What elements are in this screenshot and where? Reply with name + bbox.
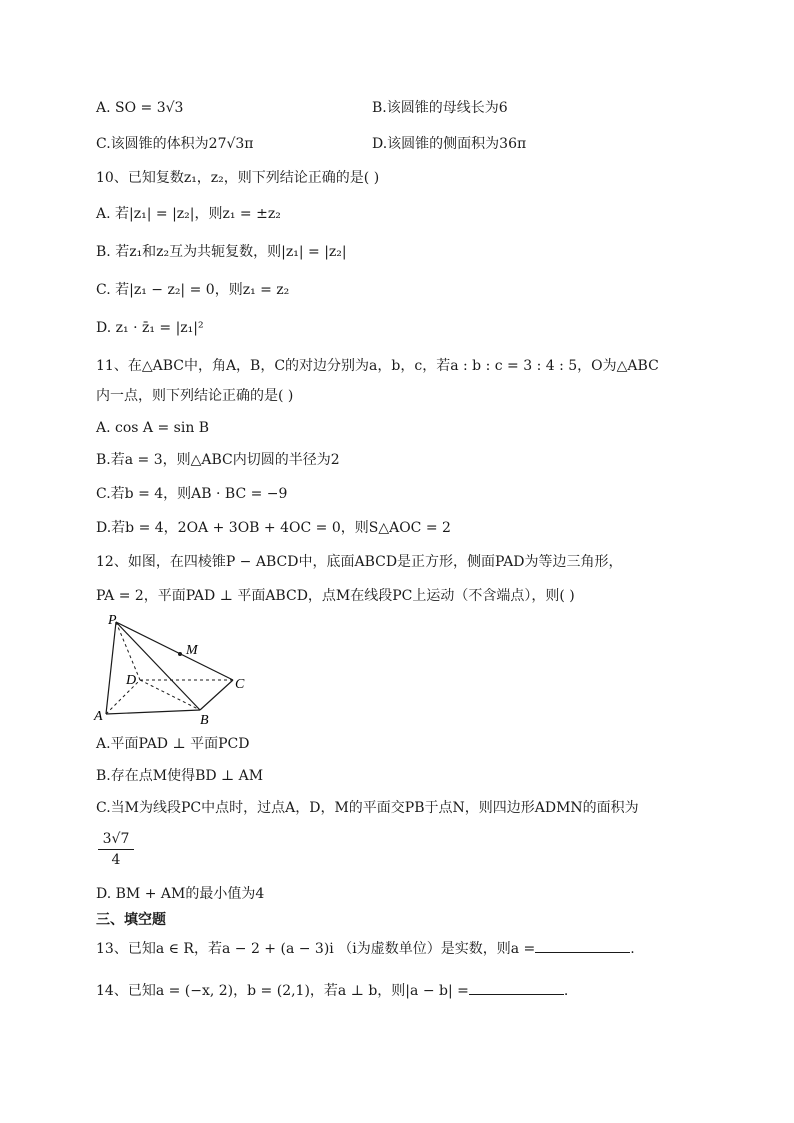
label-B: B [200, 713, 209, 728]
pyramid-figure [90, 612, 260, 728]
q11-option-d: D.若b = 4，2OA + 3OB + 4OC = 0，则S△AOC = 2 [96, 520, 451, 536]
edge-BC [200, 680, 233, 710]
q12-stem-line2: PA = 2，平面PAD ⊥ 平面ABCD，点M在线段PC上运动（不含端点），则( ) [96, 588, 575, 604]
q13-answer-blank[interactable] [535, 938, 630, 953]
q11-option-a: A. cos A = sin B [96, 420, 210, 436]
q10-option-b: B. 若z₁和z₂互为共轭复数，则|z₁| = |z₂| [96, 244, 347, 260]
q11-option-b: B.若a = 3，则△ABC内切圆的半径为2 [96, 452, 340, 468]
q13-text: 13、已知a ∈ R，若a − 2 + (a − 3)i （i为虚数单位）是实数，则a = [96, 941, 536, 957]
point-M [178, 652, 182, 656]
edge-PC [116, 622, 233, 680]
q10-option-c: C. 若|z₁ − z₂| = 0，则z₁ = z₂ [96, 282, 290, 298]
q14-answer-blank[interactable] [469, 980, 564, 995]
edge-AB [106, 710, 200, 714]
edge-PB [116, 622, 200, 710]
q12-option-d: D. BM + AM的最小值为4 [96, 886, 265, 902]
edge-PA [106, 622, 116, 714]
q10-option-a: A. 若|z₁| = |z₂|，则z₁ = ±z₂ [96, 206, 281, 222]
label-C: C [235, 677, 245, 692]
label-A: A [94, 709, 103, 724]
q13-line [96, 938, 635, 959]
q12-option-c: C.当M为线段PC中点时，过点A，D，M的平面交PB于点N，则四边形ADMN的面积为 [96, 800, 639, 816]
edge-PD [116, 622, 140, 680]
label-M: M [186, 643, 198, 658]
q9-option-d: D.该圆锥的侧面积为36π [372, 136, 527, 152]
fraction-numerator: 3√7 [102, 831, 130, 847]
q12-option-a: A.平面PAD ⊥ 平面PCD [96, 736, 250, 752]
q12-option-b: B.存在点M使得BD ⊥ AM [96, 768, 264, 784]
q10-stem: 10、已知复数z₁，z₂，则下列结论正确的是( ) [96, 170, 380, 186]
fraction-denominator: 4 [111, 852, 121, 868]
q9-option-a: A. SO = 3√3 [96, 100, 184, 116]
q14-text: 14、已知a = (−x, 2)，b = (2,1)，若a ⊥ b，则|a − b| = [96, 983, 469, 999]
q14-end: . [563, 983, 569, 999]
fraction-bar [98, 849, 134, 850]
q9-option-c: C.该圆锥的体积为27√3π [96, 136, 254, 152]
section-title: 三、填空题 [96, 912, 166, 928]
q11-option-c: C.若b = 4，则AB · BC = −9 [96, 486, 288, 502]
q12-option-c-fraction [98, 830, 134, 869]
label-P: P [108, 613, 117, 628]
q13-end: . [630, 941, 635, 957]
label-D: D [126, 673, 137, 688]
q14-line [96, 980, 568, 1001]
q11-stem-line2: 内一点，则下列结论正确的是( ) [96, 388, 294, 404]
q9-option-b: B.该圆锥的母线长为6 [372, 100, 508, 116]
q11-stem-line1: 11、在△ABC中，角A，B，C的对边分别为a，b，c，若a : b : c = 3 : 4 : 5，O为△ABC [96, 358, 659, 374]
edge-DB [140, 680, 200, 710]
q12-stem-line1: 12、如图，在四棱锥P − ABCD中，底面ABCD是正方形，侧面PAD为等边三角形， [96, 554, 623, 570]
q10-option-d: D. z₁ · z̄₁ = |z₁|² [96, 320, 204, 336]
